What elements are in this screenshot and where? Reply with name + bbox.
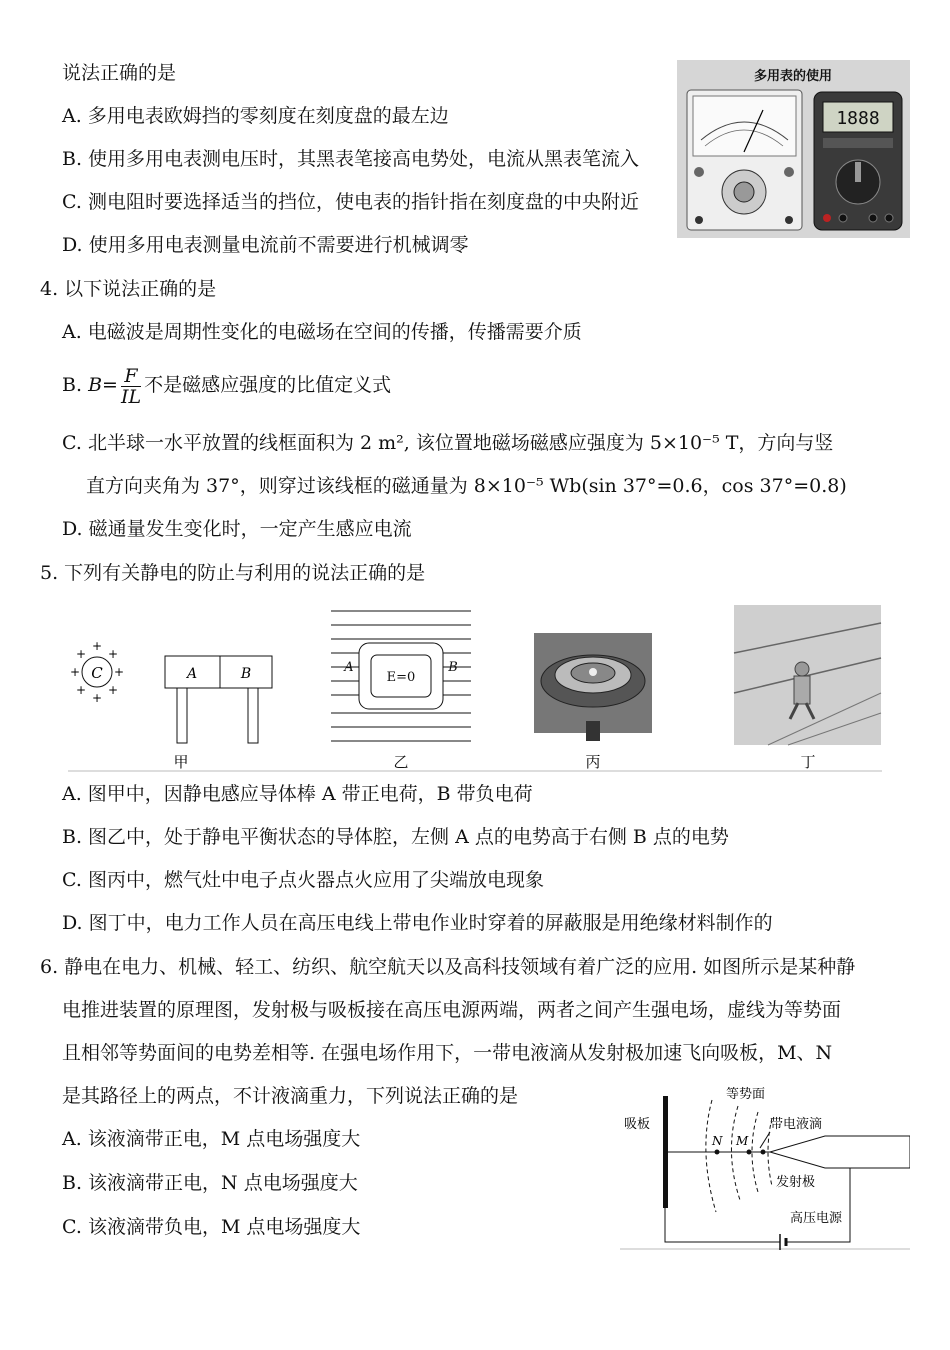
label-c: C bbox=[91, 664, 103, 682]
q4-option-b-fraction bbox=[121, 366, 141, 407]
q4-option-c-line1: C. 北半球一水平放置的线框面积为 2 m², 该位置地磁场磁感应强度为 5×10⁻⁵ T，方向与竖 bbox=[62, 432, 834, 454]
svg-text:+: + bbox=[107, 683, 119, 697]
label-plate: 吸板 bbox=[624, 1117, 651, 1132]
label-m: M bbox=[736, 1134, 749, 1148]
q3-option-a: A. 多用电表欧姆挡的零刻度在刻度盘的最左边 bbox=[62, 105, 449, 127]
svg-text:+: + bbox=[113, 665, 125, 679]
svg-text:+: + bbox=[75, 683, 87, 697]
label-source: 高压电源 bbox=[790, 1211, 843, 1226]
svg-text:+: + bbox=[75, 647, 87, 661]
meter-display: 1888 bbox=[836, 108, 880, 129]
label-e-zero: E=0 bbox=[386, 670, 416, 685]
multimeter-figure-title: 多用表的使用 bbox=[753, 69, 833, 84]
fraction-denominator: IL bbox=[120, 385, 142, 408]
q6-stem-line4: 是其路径上的两点，不计液滴重力，下列说法正确的是 bbox=[62, 1085, 519, 1107]
q3-option-c: C. 测电阻时要选择适当的挡位，使电表的指针指在刻度盘的中央附近 bbox=[62, 191, 639, 213]
svg-text:+: + bbox=[91, 639, 103, 653]
label-a-yi: A bbox=[344, 660, 354, 675]
q6-stem-line3: 且相邻等势面间的电势差相等. 在强电场作用下，一带电液滴从发射极加速飞向吸板，M、N bbox=[62, 1042, 833, 1064]
caption-yi: 乙 bbox=[393, 753, 409, 771]
q4-option-b-text: 不是磁感应强度的比值定义式 bbox=[144, 374, 392, 396]
q5-option-c: C. 图丙中，燃气灶中电子点火器点火应用了尖端放电现象 bbox=[62, 869, 544, 891]
q5-option-a: A. 图甲中，因静电感应导体棒 A 带正电荷，B 带负电荷 bbox=[62, 783, 533, 805]
q3-option-b: B. 使用多用电表测电压时，其黑表笔接高电势处，电流从黑表笔流入 bbox=[62, 148, 640, 170]
figure-jia bbox=[70, 639, 272, 771]
q4-option-d: D. 磁通量发生变化时，一定产生感应电流 bbox=[62, 518, 412, 540]
q6-stem-line2: 电推进装置的原理图，发射极与吸板接在高压电源两端，两者之间产生强电场，虚线为等势面 bbox=[62, 999, 842, 1021]
q5-figures bbox=[68, 603, 882, 775]
caption-jia: 甲 bbox=[173, 753, 189, 771]
q3-option-d: D. 使用多用电表测量电流前不需要进行机械调零 bbox=[62, 234, 469, 256]
q4-stem: 4. 以下说法正确的是 bbox=[40, 278, 217, 300]
svg-text:+: + bbox=[91, 691, 103, 705]
label-b-yi: B bbox=[448, 660, 458, 675]
q4-option-b-prefix: B. bbox=[62, 374, 83, 396]
label-b: B bbox=[240, 666, 252, 682]
multimeter-figure bbox=[677, 60, 910, 238]
svg-text:+: + bbox=[107, 647, 119, 661]
q5-stem: 5. 下列有关静电的防止与利用的说法正确的是 bbox=[40, 562, 426, 584]
q5-option-b: B. 图乙中，处于静电平衡状态的导体腔，左侧 A 点的电势高于右侧 B 点的电势 bbox=[62, 826, 729, 848]
thruster-diagram bbox=[620, 1082, 910, 1250]
q4-option-b bbox=[62, 362, 391, 408]
q4-option-b-lhs: B= bbox=[88, 374, 118, 396]
caption-ding: 丁 bbox=[800, 753, 816, 771]
q5-option-d: D. 图丁中，电力工作人员在高压电线上带电作业时穿着的屏蔽服是用绝缘材料制作的 bbox=[62, 912, 773, 934]
label-equipotential: 等势面 bbox=[726, 1087, 766, 1102]
figure-bing bbox=[534, 633, 652, 771]
label-emitter: 发射极 bbox=[776, 1175, 816, 1190]
q4-option-a: A. 电磁波是周期性变化的电磁场在空间的传播，传播需要介质 bbox=[62, 321, 582, 343]
figure-yi bbox=[331, 611, 471, 771]
caption-bing: 丙 bbox=[585, 753, 601, 771]
q3-stem-tail: 说法正确的是 bbox=[62, 62, 177, 84]
q6-stem-line1: 6. 静电在电力、机械、轻工、纺织、航空航天以及高科技领域有着广泛的应用. 如图所示是某种静 bbox=[40, 956, 856, 978]
svg-text:+: + bbox=[69, 665, 81, 679]
fraction-numerator: F bbox=[121, 366, 141, 387]
q6-option-b: B. 该液滴带正电，N 点电场强度大 bbox=[62, 1172, 358, 1194]
q6-option-c: C. 该液滴带负电，M 点电场强度大 bbox=[62, 1216, 361, 1238]
q4-option-c-line2: 直方向夹角为 37°，则穿过该线框的磁通量为 8×10⁻⁵ Wb(sin 37°=0.6，cos 37°=0.8) bbox=[86, 475, 847, 497]
label-droplet: 带电液滴 bbox=[770, 1117, 823, 1132]
label-a: A bbox=[186, 666, 198, 682]
figure-ding bbox=[734, 605, 881, 771]
q6-option-a: A. 该液滴带正电，M 点电场强度大 bbox=[62, 1128, 361, 1150]
label-n: N bbox=[712, 1134, 723, 1148]
